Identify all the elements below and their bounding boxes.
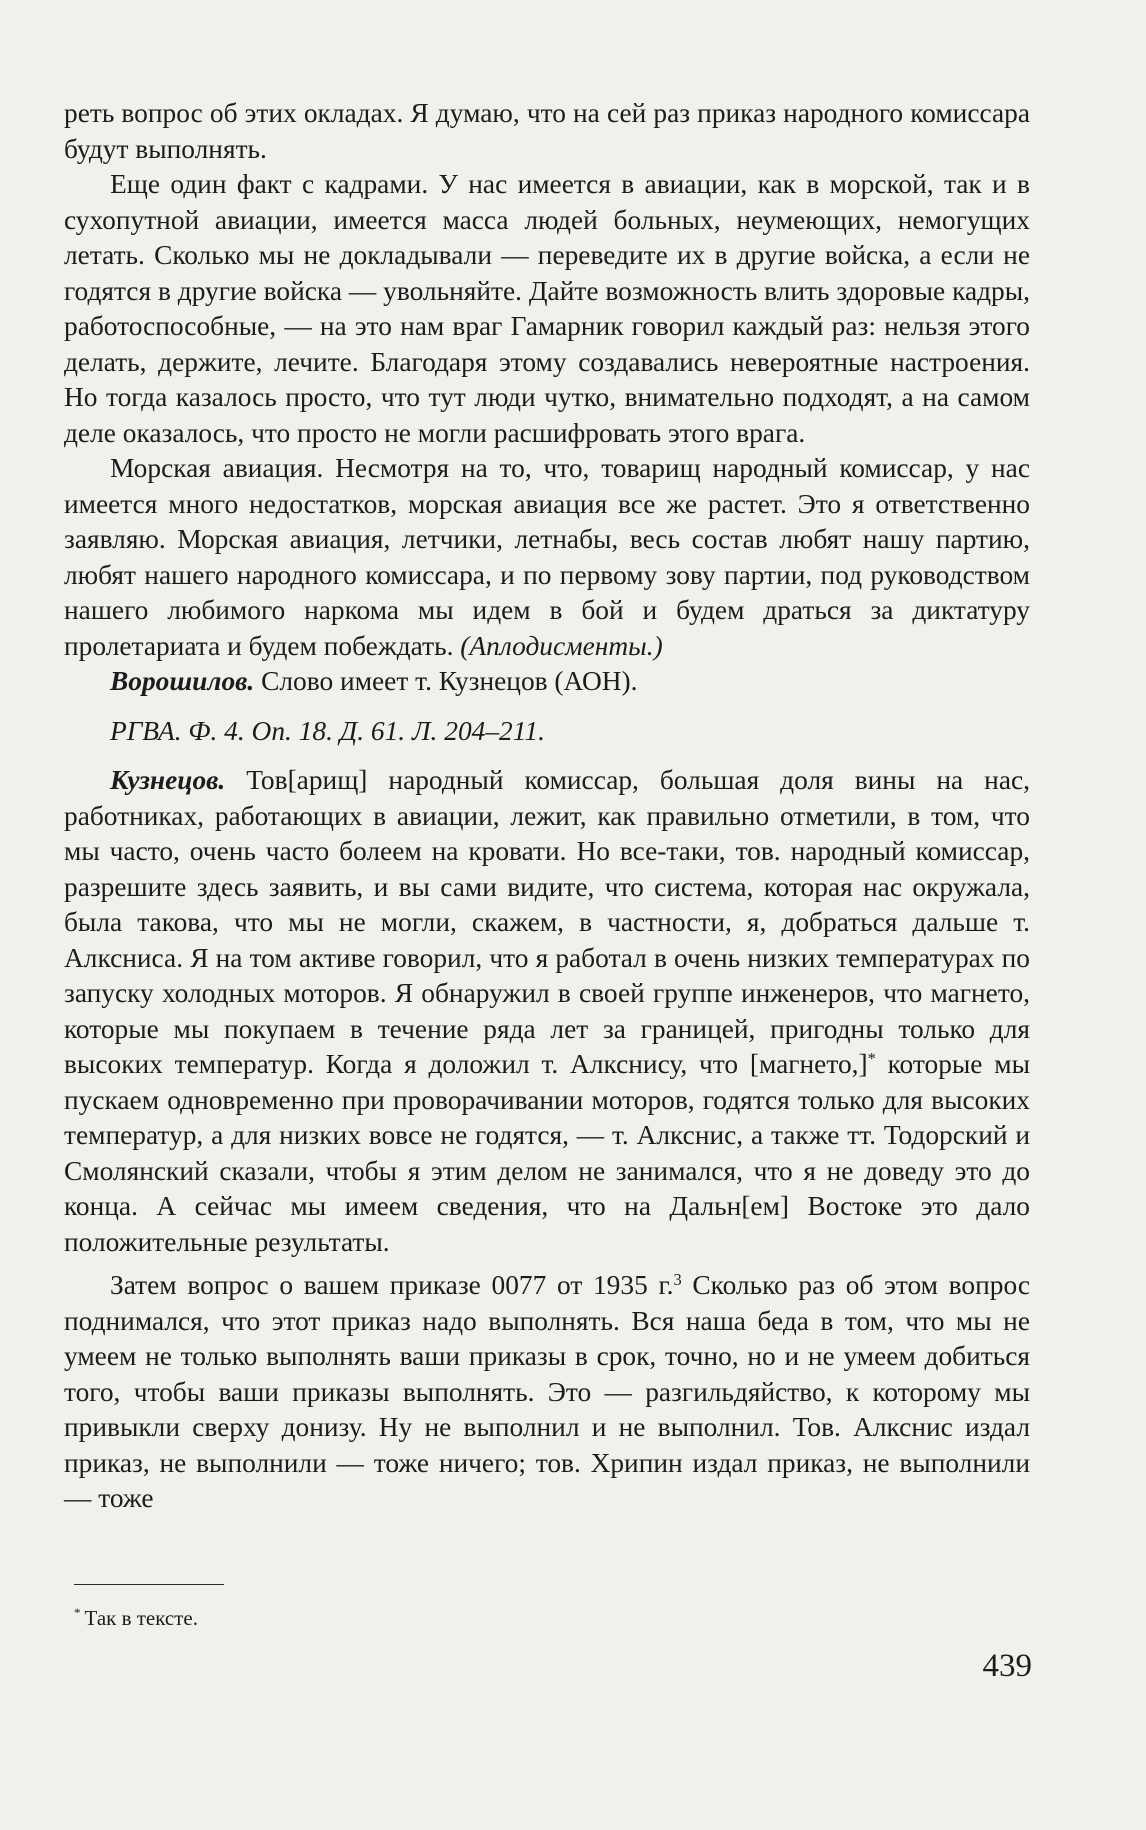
paragraph-3 — [64, 451, 1030, 664]
paragraph-5-text-a: Тов[арищ] народный комиссар, большая доля вины на нас, работниках, работающих в авиации, лежит, как правильно отметили, в том, что мы часто, очень часто болеем на кровати. Но все-таки, тов. народный комиссар, разрешите здесь заявить, и вы сами видите, что система, которая нас окружала, была такова, что мы не могли, скажем, в частности, я, добраться дальше т. Алксниса. Я на том активе говорил, что я работал в очень низких температурах по запуску холодных моторов. Я обнаружил в своей группе инженеров, что магнето, которые мы покупаем в течение ряда лет за границей, пригодны только для высоких температур. Когда я доложил т. Алкснису, что [магнето,] — [64, 765, 1030, 1079]
paragraph-5 — [64, 763, 1030, 1260]
paragraph-1: реть вопрос об этих окладах. Я думаю, что на сей раз приказ народного комиссара будут выполнять. — [64, 98, 1030, 164]
footnote-mark: * — [74, 1605, 81, 1621]
paragraph-2: Еще один факт с кадрами. У нас имеется в авиации, как в морской, так и в сухопутной авиации, имеется масса людей больных, неумеющих, немогущих летать. Сколько мы не докладывали — переведите их в другие войска, а если не годятся в другие войска — увольняйте. Дайте возможность влить здоровые кадры, работоспособные, — на это нам враг Гамарник говорил каждый раз: нельзя этого делать, держите, лечите. Благодаря этому создавались невероятные настроения. Но тогда казалось просто, что тут люди чутко, внимательно подходят, а на самом деле оказалось, что просто не могли расшифровать этого врага. — [64, 169, 1030, 448]
footnote-marker: * — [867, 1048, 876, 1068]
applause-remark: (Аплодисменты.) — [460, 630, 663, 661]
paragraph-6-text-b: Сколько раз об этом вопрос поднимался, что этот приказ надо выполнять. Вся наша беда в том, что мы не умеем не только выполнять ваши приказы в срок, точно, но и не умеем добиться того, чтобы ваши приказы выполнять. Это — разгильдяйство, к которому мы привыкли сверху донизу. Ну не выполнил и не выполнил. Тов. Алкснис издал приказ, не выполнили — тоже ничего; тов. Хрипин издал приказ, не выполнили — тоже — [64, 1270, 1030, 1513]
paragraph-4 — [64, 664, 1030, 700]
page-body — [64, 96, 1030, 1816]
paragraph-6 — [64, 1268, 1030, 1517]
paragraph-6-text-a: Затем вопрос о вашем приказе 0077 от 1935 г. — [110, 1270, 674, 1300]
archive-source: РГВА. Ф. 4. Оп. 18. Д. 61. Л. 204–211. — [110, 715, 545, 746]
speaker-kuznetsov: Кузнецов. — [110, 765, 226, 795]
speaker-voroshilov: Ворошилов. — [110, 666, 255, 696]
footnote — [74, 1604, 198, 1632]
footnote-text: Так в тексте. — [84, 1606, 199, 1630]
paragraph-5-text-b: которые мы пускаем одновременно при проворачивании моторов, годятся только для высоких температур, а для низких вовсе не годятся, — т. Алкснис, а также тт. Тодорский и Смолянский сказали, чтобы я этим делом не занимался, что я не доведу это до конца. А сейчас мы имеем сведения, что на Дальн[ем] Востоке это дало положительные результаты. — [64, 1049, 1030, 1257]
paragraph-4-text: Слово имеет т. Кузнецов (АОН). — [261, 666, 638, 696]
paragraph-3-text: Морская авиация. Несмотря на то, что, товарищ народный комиссар, у нас имеется много недостатков, морская авиация все же растет. Это я ответственно заявляю. Морская авиация, летчики, летнабы, весь состав любят нашу партию, любят нашего народного комиссара, и по первому зову партии, под руководством нашего любимого наркома мы идем в бой и будем драться за диктатуру пролетариата и будем побеждать. — [64, 453, 1030, 661]
footnote-divider — [74, 1584, 224, 1585]
page-number: 439 — [982, 1648, 1032, 1684]
endnote-marker: 3 — [673, 1269, 682, 1289]
